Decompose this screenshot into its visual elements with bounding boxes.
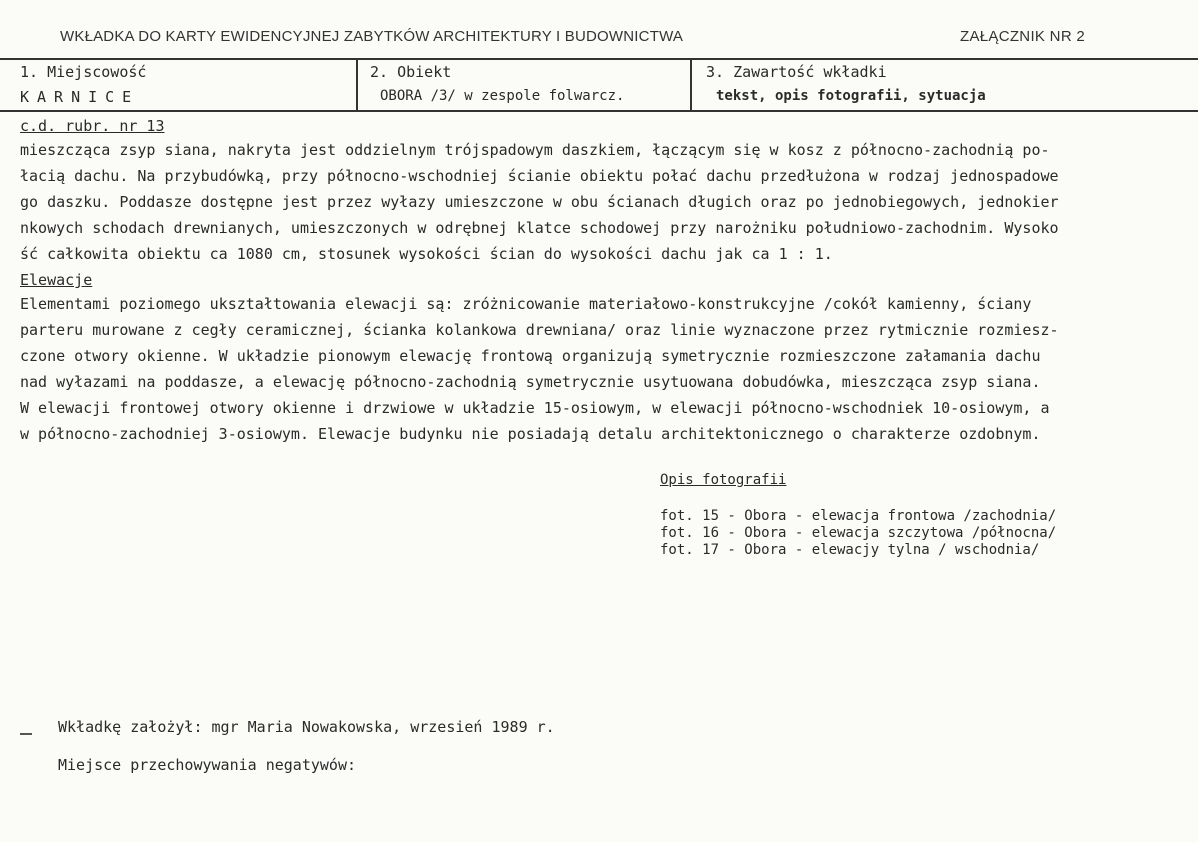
object-value: OBORA /3/ w zespole folwarcz. bbox=[380, 88, 625, 104]
field-divider-2 bbox=[690, 58, 692, 111]
object-label: 2. Obiekt bbox=[370, 63, 452, 81]
body-line: ść całkowita obiektu ca 1080 cm, stosunek wysokości ścian do wysokości dachu jak ca 1 : 1. bbox=[20, 245, 833, 263]
negatives-location: Miejsce przechowywania negatywów: bbox=[58, 756, 357, 774]
contents-value: tekst, opis fotografii, sytuacja bbox=[716, 88, 986, 104]
document-title: WKŁADKA DO KARTY EWIDENCYJNEJ ZABYTKÓW ARCHITEKTURY I BUDOWNICTWA bbox=[60, 28, 684, 45]
locality-label: 1. Miejscowość bbox=[20, 63, 147, 81]
body-line: łacią dachu. Na przybudówką, przy północno-wschodniej ścianie obiektu połać dachu przedłużona w rodzaj jednospadowe bbox=[20, 167, 1059, 185]
fields-bottom-rule bbox=[0, 110, 1198, 112]
photo-item: fot. 15 - Obora - elewacja frontowa /zachodnia/ bbox=[660, 508, 1057, 524]
annex-number: ZAŁĄCZNIK NR 2 bbox=[960, 28, 1086, 45]
photo-heading: Opis fotografii bbox=[660, 472, 787, 488]
body-line: czone otwory okienne. W układzie pionowym elewację frontową organizują symetrycznie rozmieszczone załamania dachu bbox=[20, 347, 1041, 365]
body-line: nkowych schodach drewnianych, umieszczonych w odrębnej klatce schodowej przy narożniku południowo-zachodnim. Wysoko bbox=[20, 219, 1059, 237]
continuation-note: c.d. rubr. nr 13 bbox=[20, 117, 165, 135]
locality-value: KARNICE bbox=[20, 88, 140, 106]
body-line: nad wyłazami na poddasze, a elewację północno-zachodnią symetrycznie usytuowana dobudówka, mieszcząca zsyp siana. bbox=[20, 373, 1041, 391]
photo-item: fot. 17 - Obora - elewacjy tylna / wschodnia/ bbox=[660, 542, 1040, 558]
margin-dash bbox=[20, 733, 32, 735]
section-heading-elevations: Elewacje bbox=[20, 271, 93, 289]
contents-label: 3. Zawartość wkładki bbox=[706, 63, 887, 81]
body-line: go daszku. Poddasze dostępne jest przez wyłazy umieszczone w obu ścianach długich oraz po jednobiegowych, jednokier bbox=[20, 193, 1059, 211]
prepared-by: Wkładkę założył: mgr Maria Nowakowska, wrzesień 1989 r. bbox=[58, 718, 555, 736]
body-line: mieszcząca zsyp siana, nakryta jest oddzielnym trójspadowym daszkiem, łączącym się w kosz z północno-zachodnią po- bbox=[20, 141, 1050, 159]
body-line: w północno-zachodniej 3-osiowym. Elewacje budynku nie posiadają detalu architektonicznego o charakterze ozdobnym. bbox=[20, 425, 1041, 443]
body-line: Elementami poziomego ukształtowania elewacji są: zróżnicowanie materiałowo-konstrukcyjne /cokół kamienny, ściany bbox=[20, 295, 1032, 313]
field-divider-1 bbox=[356, 58, 358, 111]
body-line: W elewacji frontowej otwory okienne i drzwiowe w układzie 15-osiowym, w elewacji północno-wschodniek 10-osiowym, a bbox=[20, 399, 1050, 417]
body-line: parteru murowane z cegły ceramicznej, ścianka kolankowa drewniana/ oraz linie wyznaczone przez rytmicznie rozmiesz- bbox=[20, 321, 1059, 339]
photo-item: fot. 16 - Obora - elewacja szczytowa /północna/ bbox=[660, 525, 1057, 541]
top-rule bbox=[0, 58, 1198, 60]
